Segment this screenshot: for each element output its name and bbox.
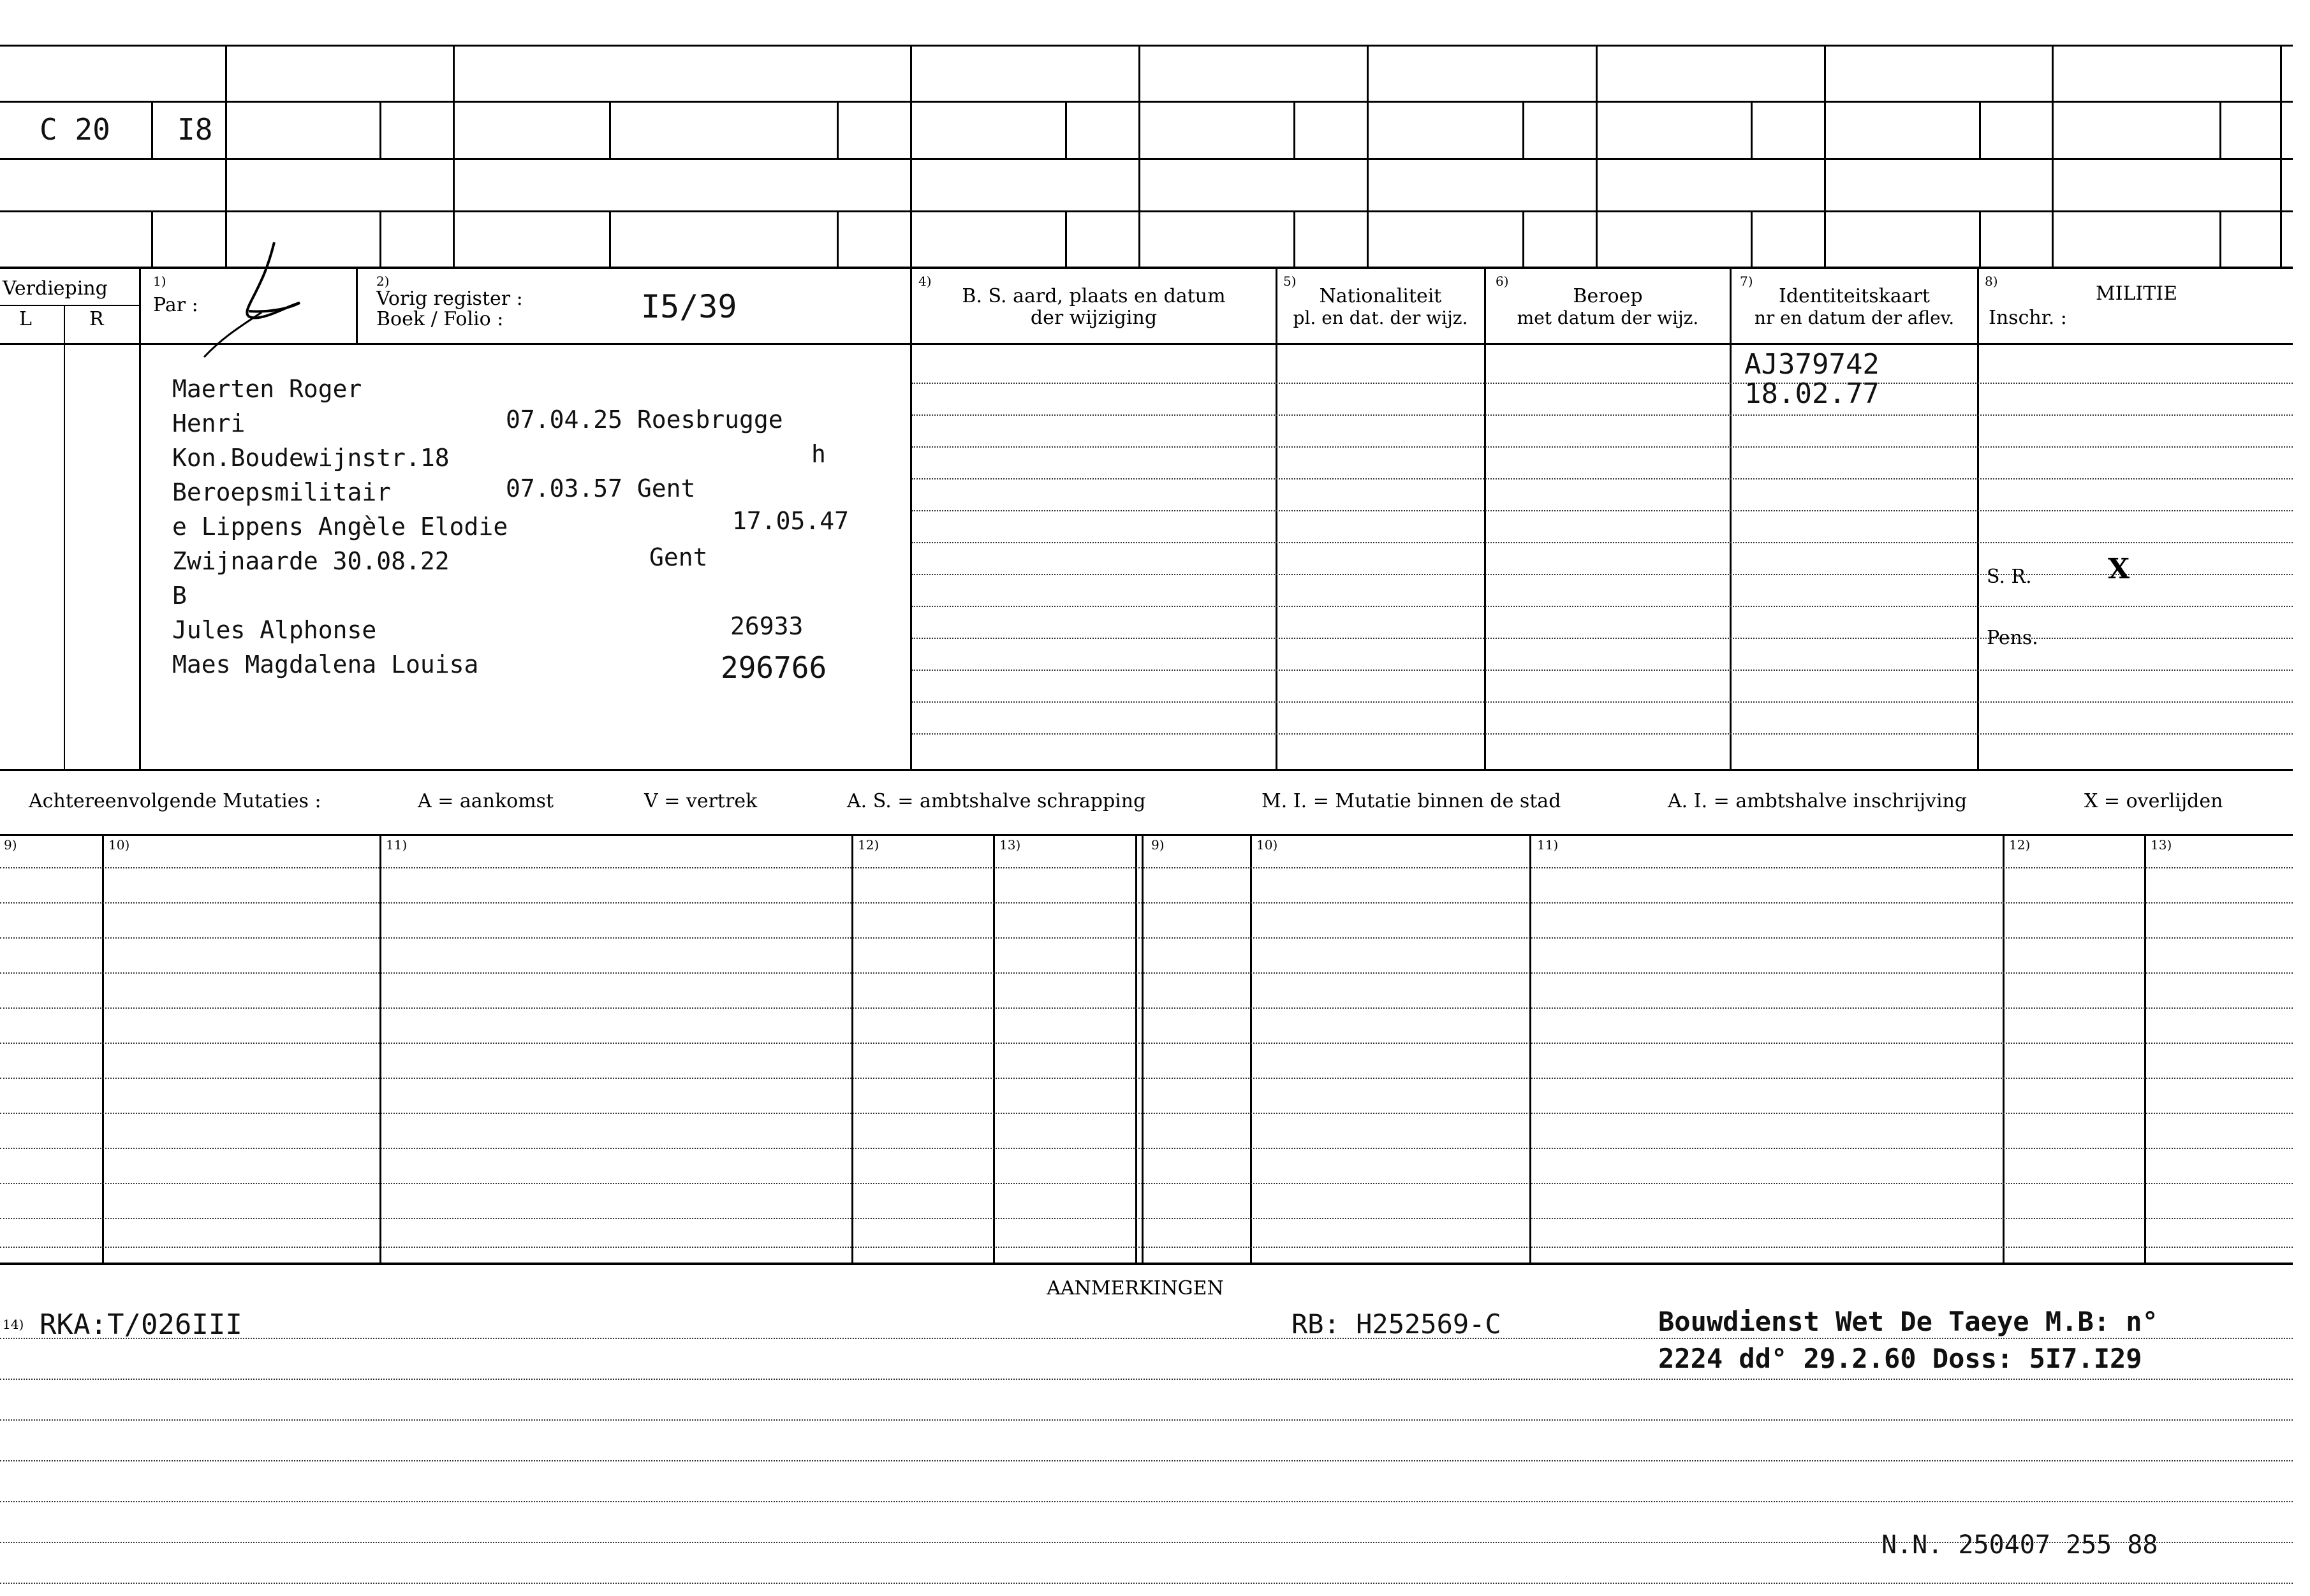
verdieping-r: R bbox=[89, 308, 104, 330]
bs-line1: B. S. aard, plaats en datum bbox=[962, 285, 1226, 307]
person-marriage: 17.05.47 bbox=[732, 507, 850, 535]
pens-label: Pens. bbox=[1987, 627, 2038, 649]
militie-num: 8) bbox=[1985, 274, 1998, 289]
id-num: 7) bbox=[1740, 274, 1753, 289]
vorig-num: 2) bbox=[376, 274, 390, 289]
remarks-title: AANMERKINGEN bbox=[1047, 1277, 1224, 1299]
remarks-num: 14) bbox=[3, 1317, 24, 1332]
person-line-5: Zwijnaarde 30.08.22 bbox=[172, 547, 450, 575]
militie-title: MILITIE bbox=[2095, 282, 2178, 305]
sr-label: S. R. bbox=[1987, 566, 2032, 588]
nat-num: 5) bbox=[1283, 274, 1297, 289]
bs-num: 4) bbox=[918, 274, 932, 289]
nat-line2: pl. en dat. der wijz. bbox=[1293, 307, 1468, 328]
mut-col-13a: 13) bbox=[999, 837, 1021, 853]
mut-col-13b: 13) bbox=[2151, 837, 2172, 853]
person-mother-no: 296766 bbox=[721, 650, 827, 685]
person-spouse-place: Gent bbox=[649, 543, 708, 571]
legend-mi: M. I. = Mutatie binnen de stad bbox=[1262, 790, 1561, 812]
remarks-rb: RB: H252569-C bbox=[1291, 1308, 1501, 1340]
person-line-2: Kon.Boudewijnstr.18 bbox=[172, 444, 450, 472]
vorig-line1: Vorig register : bbox=[376, 288, 523, 310]
mut-col-12a: 12) bbox=[858, 837, 879, 853]
mut-col-11a: 11) bbox=[386, 837, 408, 853]
legend-v: V = vertrek bbox=[644, 790, 758, 812]
par-label: Par : bbox=[153, 294, 198, 316]
remarks-nn: N.N. 250407 255 88 bbox=[1881, 1530, 2158, 1560]
bs-line2: der wijziging bbox=[1030, 307, 1158, 329]
id-card-date: 18.02.77 bbox=[1744, 377, 1880, 410]
person-line-3: Beroepsmilitair bbox=[172, 478, 392, 506]
grid-code: C 20 bbox=[40, 112, 110, 147]
militie-inschr: Inschr. : bbox=[1989, 307, 2067, 329]
person-prof-date: 07.03.57 Gent bbox=[506, 474, 696, 502]
mut-col-9b: 9) bbox=[1151, 837, 1165, 853]
grid-number: I8 bbox=[177, 112, 213, 147]
sr-value: X bbox=[2108, 553, 2130, 585]
mut-col-10b: 10) bbox=[1256, 837, 1278, 853]
remarks-bouw1: Bouwdienst Wet De Taeye M.B: n° bbox=[1658, 1306, 2158, 1337]
mut-col-9a: 9) bbox=[4, 837, 17, 853]
vorig-value: I5/39 bbox=[641, 288, 737, 325]
person-line-0: Maerten Roger bbox=[172, 375, 362, 403]
par-num: 1) bbox=[153, 274, 166, 289]
legend-x: X = overlijden bbox=[2084, 790, 2223, 812]
legend-as: A. S. = ambtshalve schrapping bbox=[847, 790, 1146, 812]
legend-ai: A. I. = ambtshalve inschrijving bbox=[1668, 790, 1968, 812]
person-line-1: Henri bbox=[172, 409, 246, 437]
mut-col-11b: 11) bbox=[1537, 837, 1559, 853]
remarks-bouw2: 2224 dd° 29.2.60 Doss: 5I7.I29 bbox=[1658, 1343, 2142, 1374]
beroep-line1: Beroep bbox=[1573, 285, 1643, 307]
mut-col-12b: 12) bbox=[2009, 837, 2031, 853]
mut-col-10a: 10) bbox=[108, 837, 130, 853]
person-h: h bbox=[811, 440, 826, 468]
person-father-no: 26933 bbox=[730, 612, 804, 640]
verdieping-label: Verdieping bbox=[3, 277, 108, 300]
legend-a: A = aankomst bbox=[418, 790, 554, 812]
beroep-line2: met datum der wijz. bbox=[1517, 307, 1699, 328]
remarks-rka: RKA:T/026III bbox=[40, 1308, 242, 1341]
verdieping-l: L bbox=[19, 308, 32, 330]
person-birth: 07.04.25 Roesbrugge bbox=[506, 406, 783, 434]
person-line-8: Maes Magdalena Louisa bbox=[172, 650, 479, 678]
id-line1: Identiteitskaart bbox=[1779, 285, 1930, 307]
id-line2: nr en datum der aflev. bbox=[1754, 307, 1955, 328]
legend-title: Achtereenvolgende Mutaties : bbox=[29, 790, 321, 812]
id-card-number: AJ379742 bbox=[1744, 348, 1880, 381]
person-line-6: B bbox=[172, 582, 187, 610]
nat-line1: Nationaliteit bbox=[1319, 285, 1442, 307]
handwritten-initial-icon bbox=[191, 236, 319, 363]
beroep-num: 6) bbox=[1496, 274, 1509, 289]
person-line-7: Jules Alphonse bbox=[172, 616, 377, 644]
vorig-line2: Boek / Folio : bbox=[376, 308, 504, 330]
person-line-4: e Lippens Angèle Elodie bbox=[172, 513, 508, 541]
